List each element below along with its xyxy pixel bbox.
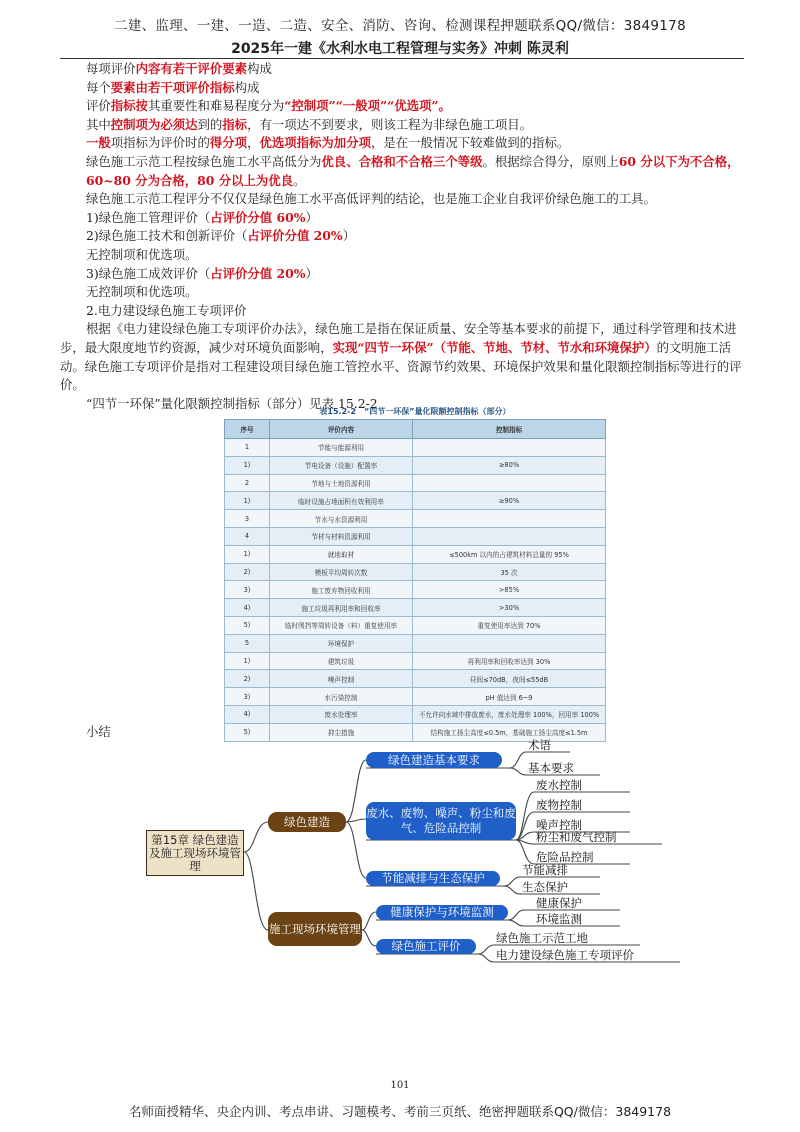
- table-row: [225, 670, 606, 688]
- table-cell: ≤500km 以内的占建筑材料总量的 95%: [413, 545, 606, 563]
- paragraph: 无控制项和优选项。: [86, 246, 198, 262]
- table-cell: 1): [225, 652, 270, 670]
- mind-map-node-basic-requirements: 绿色建造基本要求: [366, 752, 502, 768]
- document-body: [60, 60, 746, 413]
- indicator-table: [224, 419, 606, 742]
- mind-map-node-green-evaluation: 绿色施工评价: [376, 939, 476, 954]
- table-row: [225, 510, 606, 528]
- table-cell: 1: [225, 439, 270, 457]
- table-cell: 再利用率和回收率达到 30%: [413, 652, 606, 670]
- table-header: 评价内容: [270, 420, 413, 439]
- table-row: [225, 545, 606, 563]
- table-cell: 临时设施占地面积有效利用率: [270, 492, 413, 510]
- mind-map-leaf: 绿色施工示范工地: [496, 931, 588, 945]
- mind-map-leaf: 健康保护: [536, 896, 582, 910]
- table-row: [225, 563, 606, 581]
- table-cell: 就地取材: [270, 545, 413, 563]
- table-cell: 3: [225, 510, 270, 528]
- table-cell: ≥90%: [413, 492, 606, 510]
- mind-map-leaf: 基本要求: [528, 761, 574, 775]
- section-heading: 2.电力建设绿色施工专项评价: [86, 302, 247, 318]
- table-cell: 抑尘措施: [270, 723, 413, 741]
- paragraph: 根据《电力建设绿色施工专项评价办法》，绿色施工是指在保证质量、安全等基本要求的前提下，通过科学管理和技术进步，最大限度地节约资源，减少对环境负面影响，实现“四节一环保”（节能、节地、节材、节水和环境保护）的文明施工活动。绿色施工专项评价是指对工程建设项目绿色施工管控水平、资源节约效果、环境保护效果和量化限额控制指标等进行的评价。: [60, 321, 742, 393]
- paragraph: “四节一环保”量化限额控制指标（部分）见表 15.2-2: [86, 395, 378, 411]
- page-number: 101: [390, 1080, 410, 1091]
- table-cell: [413, 527, 606, 545]
- paragraph: 绿色施工示范工程按绿色施工水平高低分为优良、合格和不合格三个等级。根据综合得分，原则上60 分以下为不合格，60~80 分为合格，80 分以上为优良。: [86, 153, 740, 188]
- paragraph: 一般项指标为评价时的得分项，优选项指标为加分项，是在一般情况下较难做到的指标。: [86, 135, 570, 151]
- mind-map-leaf: 废物控制: [536, 798, 582, 812]
- connector: [346, 822, 366, 878]
- paragraph: 2)绿色施工技术和创新评价（占评价分值 20%）: [86, 228, 356, 244]
- table-cell: 4): [225, 705, 270, 723]
- table-cell: 昼间≤70dB，夜间≤55dB: [413, 670, 606, 688]
- paragraph: 3)绿色施工成效评价（占评价分值 20%）: [86, 265, 318, 281]
- paragraph: 每个要素由若干项评价指标构成: [86, 79, 260, 95]
- table-cell: 3): [225, 581, 270, 599]
- paragraph: 无控制项和优选项。: [86, 284, 198, 300]
- table-row: [225, 599, 606, 617]
- header-contact-line: 二建、监理、一建、一造、二造、安全、消防、咨询、检测课程押题联系QQ/微信：3849178: [114, 18, 686, 34]
- mind-map-leaf: 电力建设绿色施工专项评价: [496, 948, 634, 962]
- connector: [244, 822, 268, 852]
- table-cell: 2: [225, 474, 270, 492]
- table-cell: 35 次: [413, 563, 606, 581]
- mind-map-node-site-environment: 施工现场环境管理: [268, 912, 362, 946]
- table-row: [225, 581, 606, 599]
- mind-map-node-energy-ecology: 节能减排与生态保护: [366, 871, 500, 886]
- table-cell: 2): [225, 563, 270, 581]
- table-cell: [413, 474, 606, 492]
- table-cell: >85%: [413, 581, 606, 599]
- table-cell: 5): [225, 616, 270, 634]
- table-cell: 4): [225, 599, 270, 617]
- table-cell: 1): [225, 492, 270, 510]
- mind-map-node-health-monitoring: 健康保护与环境监测: [376, 905, 508, 920]
- summary-title: 小结: [86, 724, 111, 739]
- table-row: [225, 492, 606, 510]
- footer-contact-line: 名师面授精华、央企内训、考点串讲、习题模考、考前三页纸、绝密押题联系QQ/微信：3849178: [128, 1104, 672, 1119]
- table-cell: 临时围挡等周转设备（料）重复使用率: [270, 616, 413, 634]
- mind-map-root: 第15章 绿色建造及施工现场环境管理: [146, 830, 244, 876]
- table-row: [225, 456, 606, 474]
- table-cell: 节电设备（设施）配置率: [270, 456, 413, 474]
- table-row: [225, 439, 606, 457]
- table-cell: 施工废弃物回收利用: [270, 581, 413, 599]
- mind-map-leaf: 废水控制: [536, 778, 582, 792]
- connector: [346, 760, 366, 822]
- paragraph: 每项评价内容有若干评价要素构成: [86, 61, 272, 76]
- table-cell: 5): [225, 723, 270, 741]
- table-cell: 不允许向水域中排放废水，废水处理率 100%，回用率 100%: [413, 705, 606, 723]
- table-cell: pH 值达到 6~9: [413, 688, 606, 706]
- table-cell: 1): [225, 456, 270, 474]
- table-cell: ≥80%: [413, 456, 606, 474]
- table-cell: 废水处理率: [270, 705, 413, 723]
- table-row: [225, 634, 606, 652]
- table-header-row: [225, 420, 606, 439]
- paragraph: 评价指标按其重要性和难易程度分为“控制项”“一般项”“优选项”。: [86, 98, 451, 114]
- paragraph: 其中控制项为必须达到的指标，有一项达不到要求，则该工程为非绿色施工项目。: [86, 116, 533, 132]
- mind-map-leaf: 节能减排: [522, 863, 568, 877]
- table-cell: >30%: [413, 599, 606, 617]
- table-row: [225, 616, 606, 634]
- table-cell: [413, 510, 606, 528]
- header-divider: [60, 58, 744, 59]
- table-header: 序号: [225, 420, 270, 439]
- mind-map-leaf: 粉尘和废气控制: [536, 830, 617, 844]
- table-cell: 节水与水资源利用: [270, 510, 413, 528]
- table-header: 控制指标: [413, 420, 606, 439]
- connector: [362, 930, 376, 946]
- table-cell: 1): [225, 545, 270, 563]
- table-cell: 水污染控制: [270, 688, 413, 706]
- table-row: [225, 527, 606, 545]
- table-cell: 节地与土地资源利用: [270, 474, 413, 492]
- table-cell: 4: [225, 527, 270, 545]
- table-cell: 3): [225, 688, 270, 706]
- table-caption: 表15.2-2 “四节一环保”量化限额控制指标（部分）: [319, 407, 511, 416]
- table-row: [225, 652, 606, 670]
- mind-map: [140, 740, 700, 970]
- table-cell: [413, 439, 606, 457]
- paragraph: 绿色施工示范工程评分不仅仅是绿色施工水平高低评判的结论，也是施工企业自我评价绿色施工的工具。: [86, 191, 656, 207]
- table-cell: 施工垃圾再利用率和回收率: [270, 599, 413, 617]
- table-cell: 节能与能源利用: [270, 439, 413, 457]
- mind-map-node-green-construction: 绿色建造: [268, 812, 346, 832]
- table-row: [225, 474, 606, 492]
- table-cell: 环境保护: [270, 634, 413, 652]
- mind-map-leaf: 环境监测: [536, 912, 582, 926]
- table-cell: 建筑垃圾: [270, 652, 413, 670]
- paragraph: 1)绿色施工管理评价（占评价分值 60%）: [86, 209, 318, 225]
- mind-map-leaf: 生态保护: [522, 880, 568, 894]
- header-title: 2025年一建《水利水电工程管理与实务》冲刺 陈灵利: [231, 41, 569, 57]
- table-cell: 噪声控制: [270, 670, 413, 688]
- table-cell: 结构施工扬尘高度≤0.5m，基础施工扬尘高度≤1.5m: [413, 723, 606, 741]
- connector: [244, 852, 268, 930]
- indicator-table-figure: [220, 405, 610, 738]
- table-cell: 2): [225, 670, 270, 688]
- table-cell: 节材与材料资源利用: [270, 527, 413, 545]
- table-row: [225, 705, 606, 723]
- table-cell: 5: [225, 634, 270, 652]
- table-cell: [413, 634, 606, 652]
- table-cell: 重复使用率达到 70%: [413, 616, 606, 634]
- mind-map-leaf: 术语: [528, 738, 551, 752]
- table-cell: 模板平均周转次数: [270, 563, 413, 581]
- connector: [362, 912, 376, 930]
- table-row: [225, 688, 606, 706]
- mind-map-leaf: 噪声控制: [536, 818, 582, 832]
- mind-map-node-pollution-control: 废水、废物、噪声、粉尘和废气、危险品控制: [366, 802, 516, 840]
- mind-map-leaf: 危险品控制: [536, 850, 594, 864]
